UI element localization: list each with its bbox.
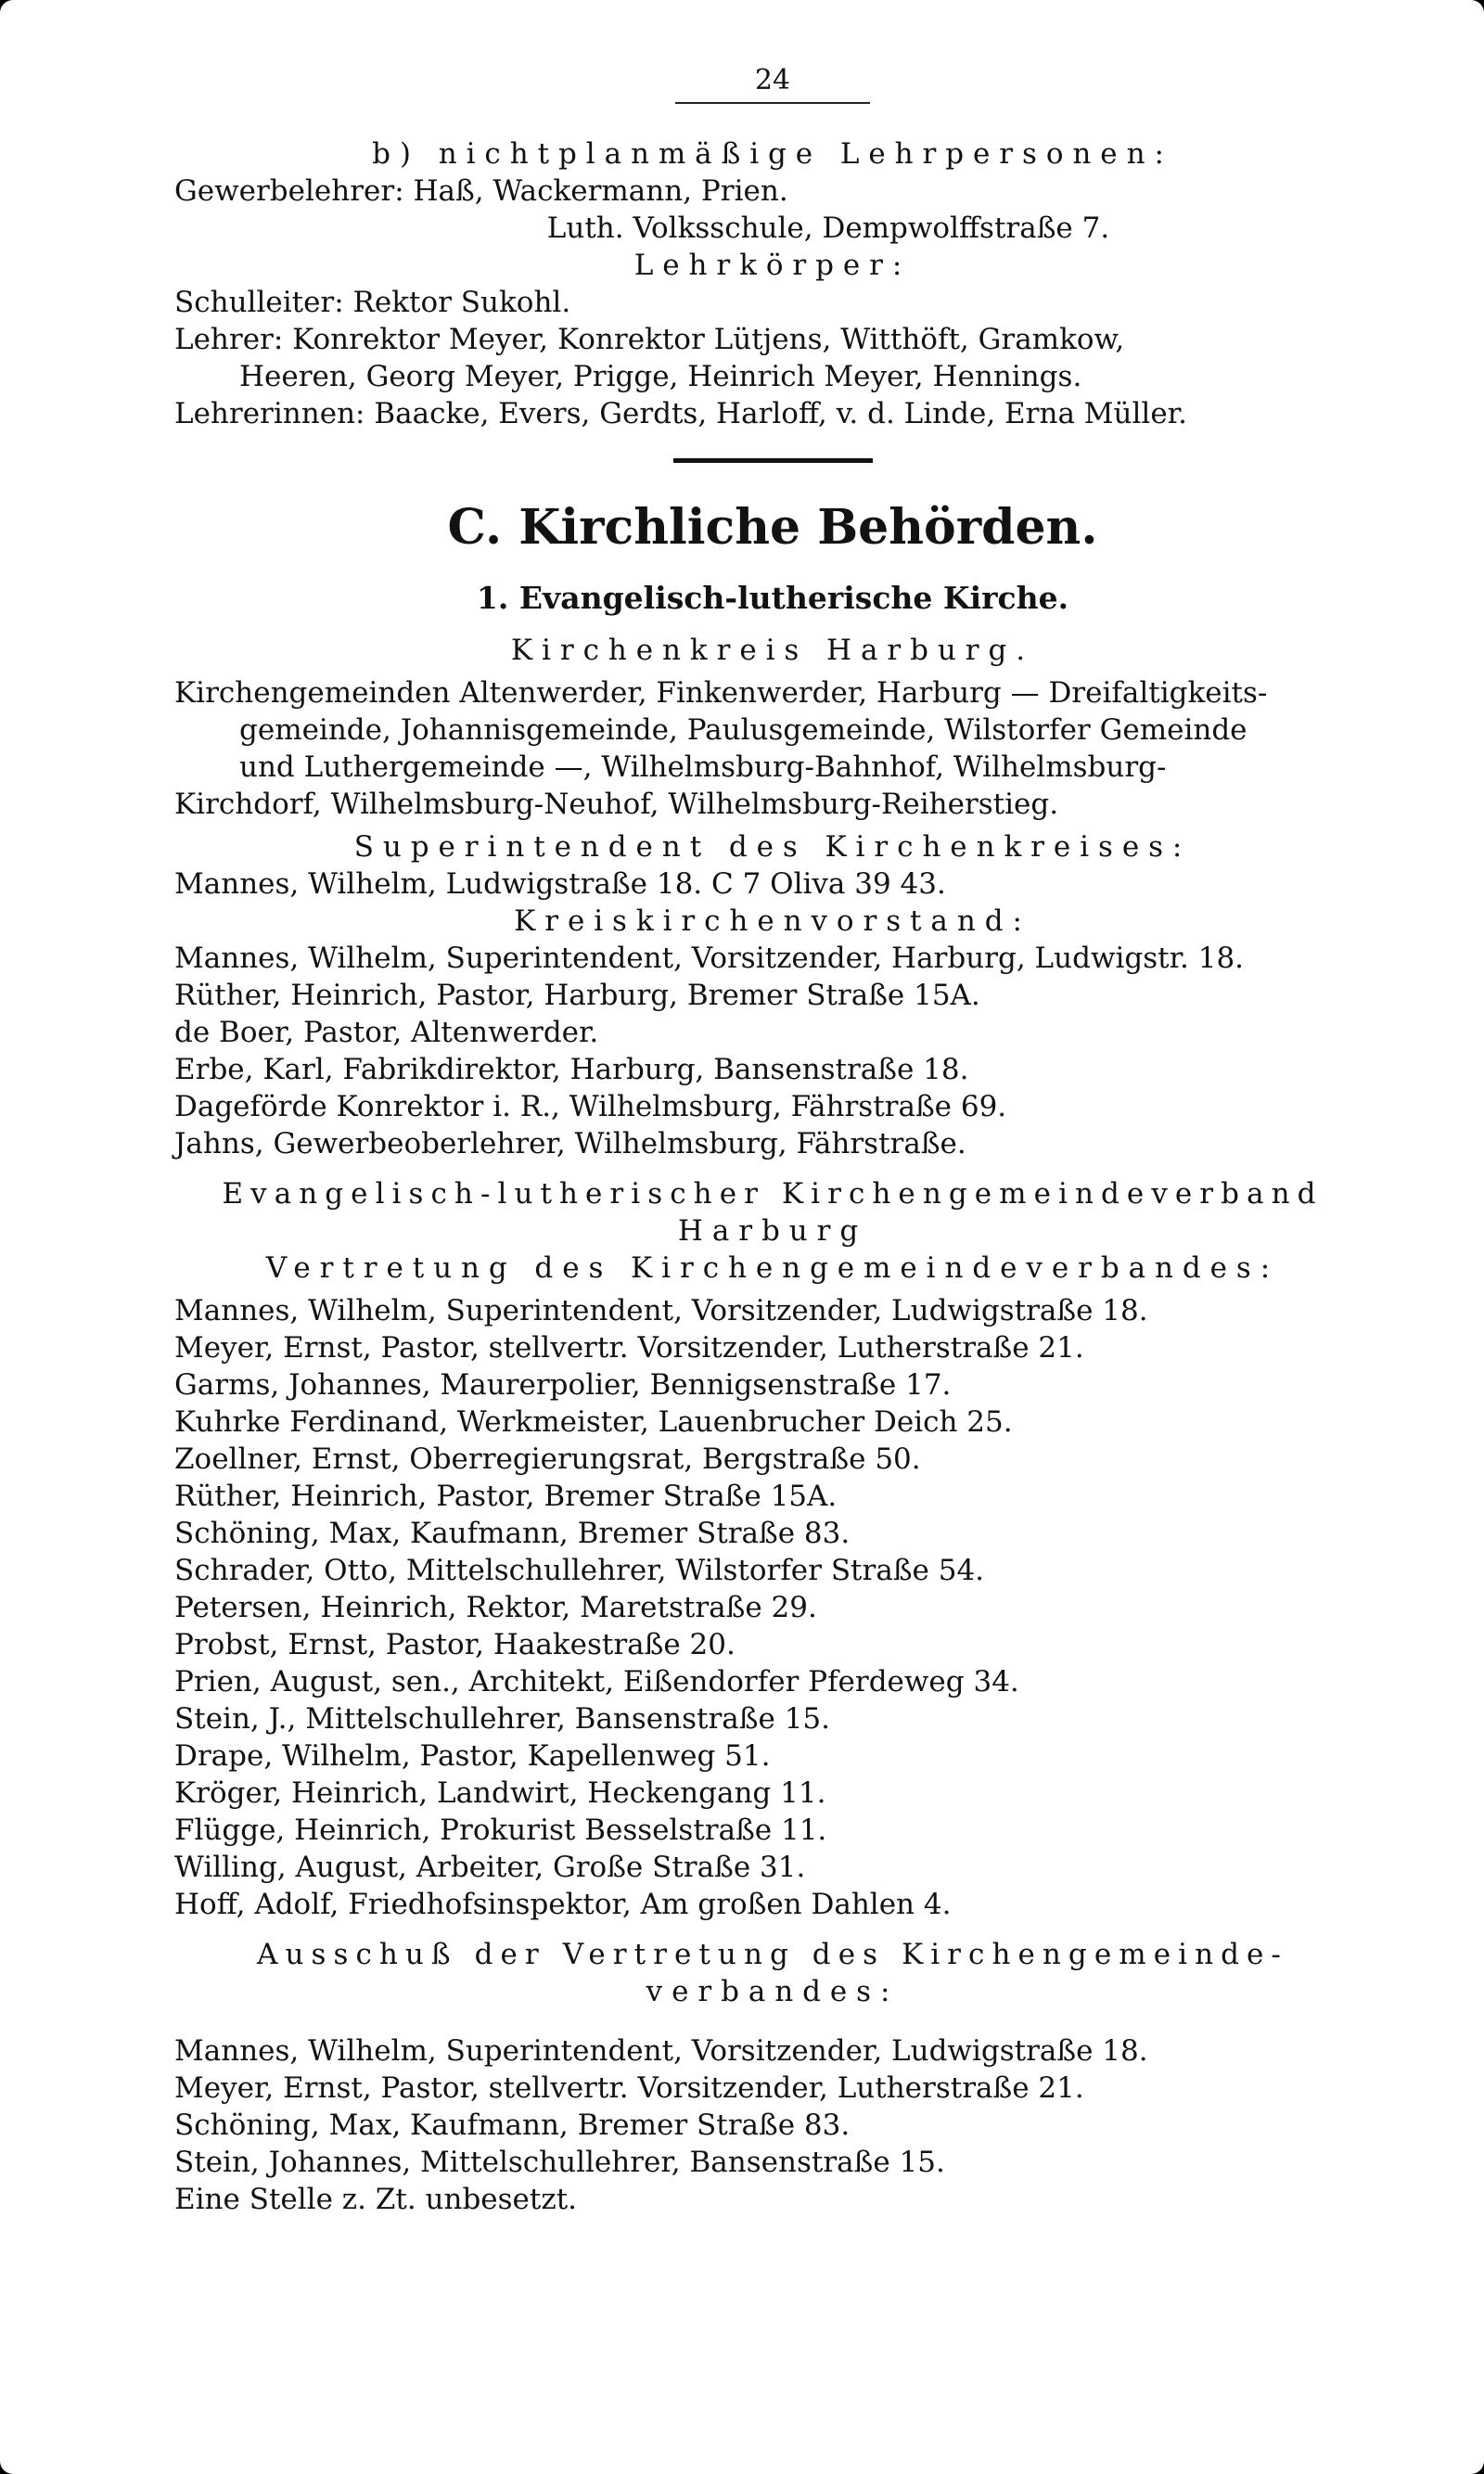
list-item: Petersen, Heinrich, Rektor, Maretstraße 29. (174, 1591, 817, 1624)
verband-heading-city: Harburg (677, 1214, 868, 1248)
parish-line: gemeinde, Johannisgemeinde, Paulusgemeinde, Wilstorfer Gemeinde (239, 713, 1247, 747)
chapter-title: C. Kirchliche Behörden. (447, 499, 1098, 556)
list-item: Drape, Wilhelm, Pastor, Kapellenweg 51. (174, 1739, 771, 1773)
list-item: Prien, August, sen., Architekt, Eißendorfer Pferdeweg 34. (174, 1665, 1019, 1698)
list-item: Rüther, Heinrich, Pastor, Bremer Straße 15A. (174, 1480, 838, 1513)
parish-line: Kirchengemeinden Altenwerder, Finkenwerder, Harburg — Dreifaltigkeits- (174, 676, 1268, 710)
parishes-paragraph (174, 674, 1371, 823)
page-number: 24 (754, 64, 791, 96)
list-item: Willing, August, Arbeiter, Große Straße 31. (174, 1851, 806, 1884)
trade-teachers-line: Gewerbelehrer: Haß, Wackermann, Prien. (174, 174, 788, 208)
ausschuss-heading: Ausschuß der Vertretung des Kirchengemeinde- (257, 1938, 1288, 1971)
superintendent-heading: Superintendent des Kirchenkreises: (353, 830, 1192, 864)
list-item: Probst, Ernst, Pastor, Haakestraße 20. (174, 1628, 736, 1661)
ausschuss-heading-cont: verbandes: (646, 1975, 900, 2008)
list-item: Mannes, Wilhelm, Superintendent, Vorsitzender, Ludwigstraße 18. (174, 2034, 1148, 2068)
school-head-line: Schulleiter: Rektor Sukohl. (174, 286, 571, 319)
luth-school-title: Luth. Volksschule, Dempwolffstraße 7. (546, 212, 1110, 245)
teachers-line-1: Lehrer: Konrektor Meyer, Konrektor Lütjens, Witthöft, Gramkow, (174, 323, 1125, 356)
teachers-b-heading: b) nichtplanmäßige Lehrpersonen: (372, 137, 1173, 171)
female-teachers-line: Lehrerinnen: Baacke, Evers, Gerdts, Harloff, v. d. Linde, Erna Müller. (174, 397, 1187, 430)
list-item: Kuhrke Ferdinand, Werkmeister, Lauenbrucher Deich 25. (174, 1405, 1013, 1439)
list-item: Schrader, Otto, Mittelschullehrer, Wilstorfer Straße 54. (174, 1554, 985, 1587)
staff-heading: Lehrkörper: (633, 249, 912, 282)
kreiskirchenvorstand-heading: Kreiskirchenvorstand: (514, 904, 1031, 938)
list-item: Jahns, Gewerbeoberlehrer, Wilhelmsburg, Fährstraße. (174, 1127, 966, 1160)
list-item: Rüther, Heinrich, Pastor, Harburg, Bremer Straße 15A. (174, 979, 980, 1012)
list-item: Garms, Johannes, Maurerpolier, Bennigsenstraße 17. (174, 1368, 952, 1402)
list-item: Mannes, Wilhelm, Superintendent, Vorsitzender, Harburg, Ludwigstr. 18. (174, 942, 1245, 975)
list-item: Stein, Johannes, Mittelschullehrer, Bansenstraße 15. (174, 2146, 945, 2179)
parish-line: Kirchdorf, Wilhelmsburg-Neuhof, Wilhelmsburg-Reiherstieg. (174, 788, 1059, 821)
list-item: Zoellner, Ernst, Oberregierungsrat, Bergstraße 50. (174, 1442, 921, 1476)
ausschuss-members-list (174, 2032, 1371, 2218)
section-divider (673, 458, 873, 463)
list-item: Meyer, Ernst, Pastor, stellvertr. Vorsitzender, Lutherstraße 21. (174, 2071, 1084, 2105)
list-item: Schöning, Max, Kaufmann, Bremer Straße 83. (174, 1517, 851, 1550)
superintendent-line: Mannes, Wilhelm, Ludwigstraße 18. C 7 Oliva 39 43. (174, 867, 946, 901)
list-item: Meyer, Ernst, Pastor, stellvertr. Vorsitzender, Lutherstraße 21. (174, 1331, 1084, 1365)
teachers-line-2: Heeren, Georg Meyer, Prigge, Heinrich Meyer, Hennings. (239, 360, 1082, 393)
list-item: Erbe, Karl, Fabrikdirektor, Harburg, Bansenstraße 18. (174, 1053, 969, 1086)
district-heading: Kirchenkreis Harburg. (510, 634, 1035, 667)
list-item: Flügge, Heinrich, Prokurist Besselstraße 11. (174, 1814, 827, 1847)
verband-heading: Evangelisch-lutherischer Kirchengemeindeverband (222, 1177, 1324, 1211)
list-item: Kröger, Heinrich, Landwirt, Heckengang 11. (174, 1776, 826, 1810)
list-item: Dageförde Konrektor i. R., Wilhelmsburg, Fährstraße 69. (174, 1090, 1007, 1123)
section-title: 1. Evangelisch-lutherische Kirche. (476, 580, 1069, 616)
list-item: Eine Stelle z. Zt. unbesetzt. (174, 2183, 577, 2216)
list-item: Schöning, Max, Kaufmann, Bremer Straße 83. (174, 2109, 851, 2142)
parish-line: und Luthergemeinde —, Wilhelmsburg-Bahnhof, Wilhelmsburg- (239, 750, 1167, 784)
kreiskirchenvorstand-list (174, 940, 1371, 1162)
verband-members-list (174, 1292, 1371, 1923)
list-item: Mannes, Wilhelm, Superintendent, Vorsitzender, Ludwigstraße 18. (174, 1294, 1148, 1327)
list-item: de Boer, Pastor, Altenwerder. (174, 1016, 599, 1049)
page-number-rule (675, 102, 870, 104)
verband-representation-heading: Vertretung des Kirchengemeindeverbandes: (265, 1251, 1280, 1285)
page-content (174, 65, 1371, 2218)
list-item: Stein, J., Mittelschullehrer, Bansenstraße 15. (174, 1702, 830, 1736)
list-item: Hoff, Adolf, Friedhofsinspektor, Am großen Dahlen 4. (174, 1888, 952, 1921)
